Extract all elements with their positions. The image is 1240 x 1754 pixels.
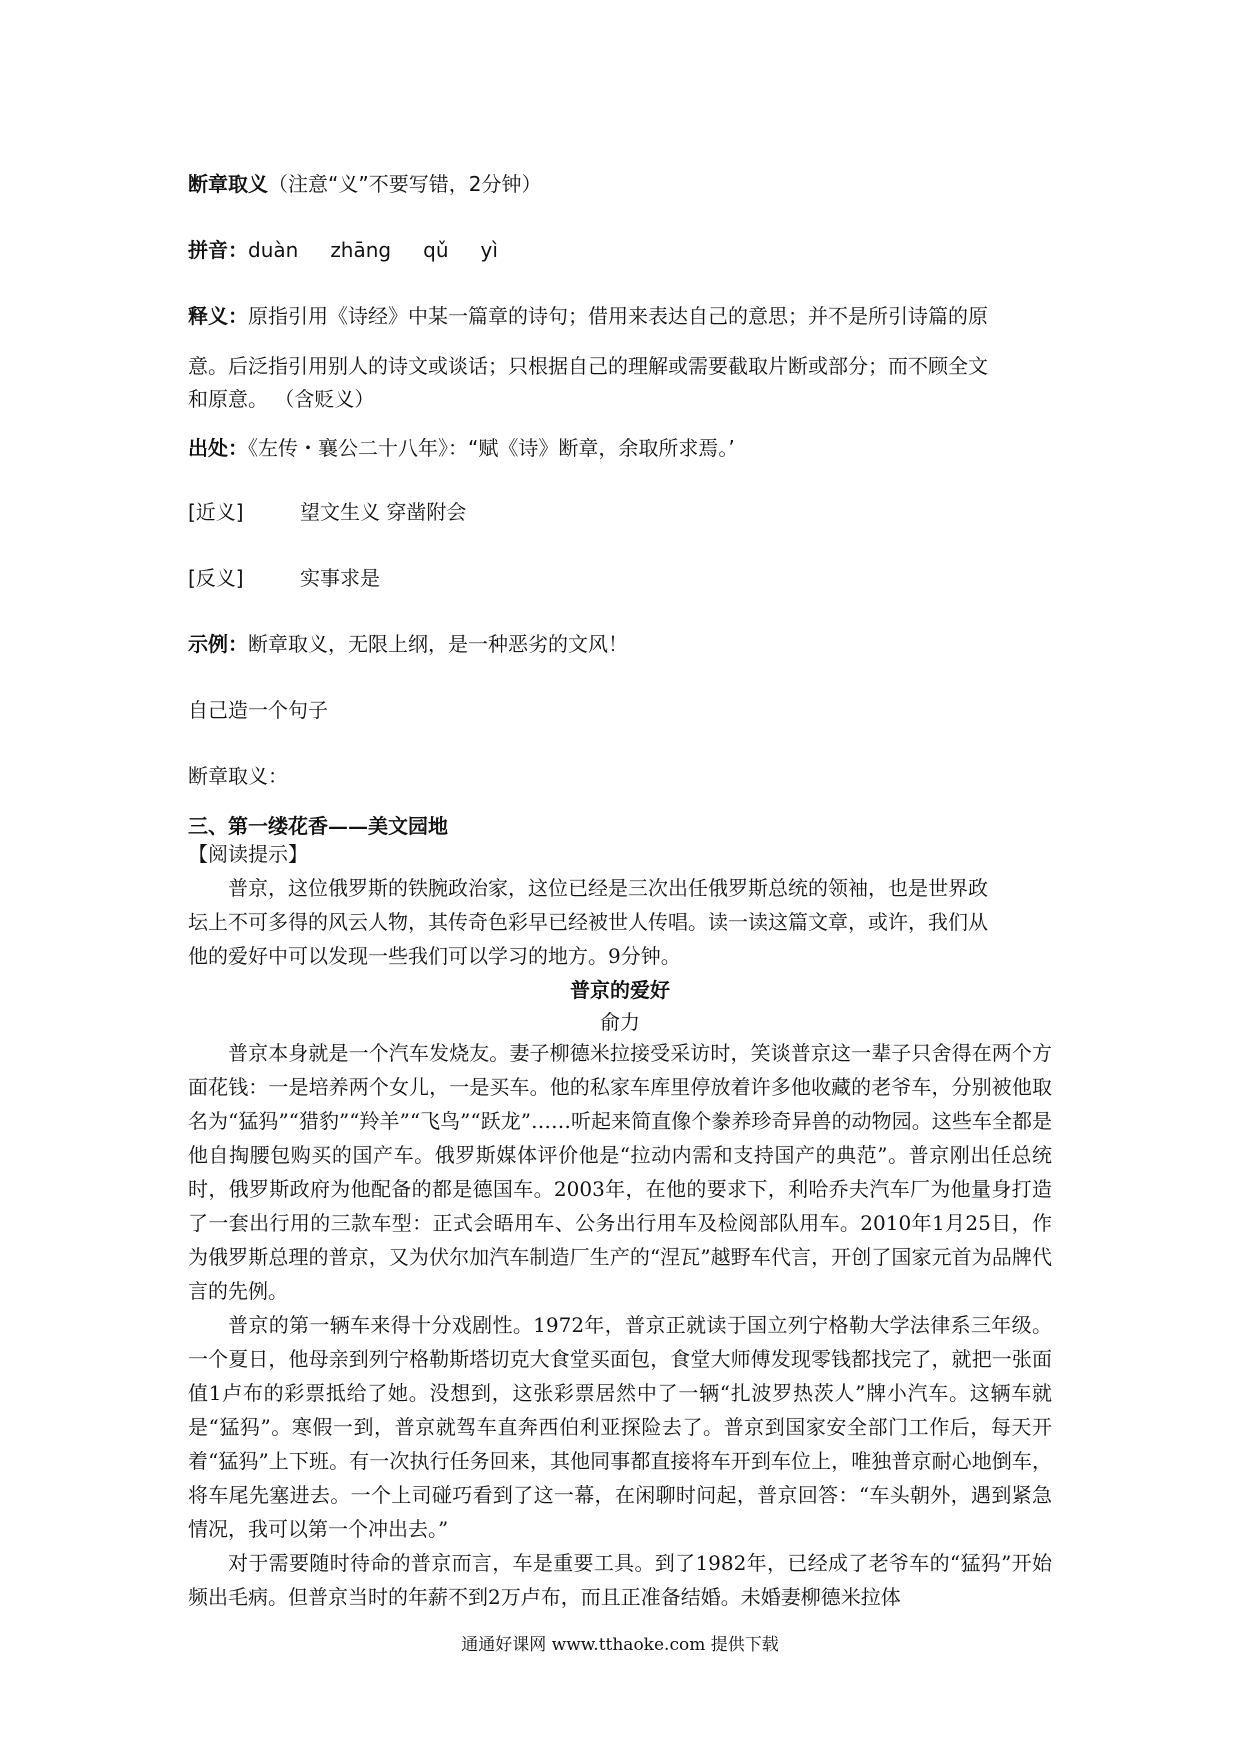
section-heading: 三、第一缕花香——美文园地 — [188, 814, 448, 838]
example-label: 示例： — [188, 632, 248, 656]
idiom-title: 断章取义 — [188, 172, 268, 196]
article-paragraph: 普京本身就是一个汽车发烧友。妻子柳德米拉接受采访时，笑谈普京这一辈子只舍得在两个方面花钱：一是培养两个女儿，一是买车。他的私家车库里停放着许多他收藏的老爷车，分别被他取名为“猛犸”“猎豹”“羚羊”“飞鸟”“跃龙”……听起来简直像个豢养珍奇异兽的动物园。这些车全都是他自掏腰包购买的国产车。俄罗斯媒体评价他是“拉动内需和支持国产的典范”。普京刚出任总统时，俄罗斯政府为他配备的都是德国车。2003年，在他的要求下，利哈乔夫汽车厂为他量身打造了一套出行用的三款车型：正式会晤用车、公务出行用车及检阅部队用车。2010年1月25日，作为俄罗斯总理的普京，又为伏尔加汽车制造厂生产的“涅瓦”越野车代言，开创了国家元首为品牌代言的先例。 — [188, 1041, 1052, 1303]
article-title: 普京的爱好 — [570, 978, 670, 1002]
example-line — [188, 628, 628, 657]
hint-text-2: 坛上不可多得的风云人物，其传奇色彩早已经被世人传唱。读一读这篇文章，或许，我们从 — [188, 910, 988, 934]
pinyin-syllable: qǔ — [423, 238, 449, 262]
meaning-label: 释义： — [188, 304, 248, 328]
meaning-line-1 — [188, 300, 988, 329]
idiom-title-note: （注意“义”不要写错，2分钟） — [268, 172, 542, 196]
synonym-line — [188, 496, 466, 525]
pinyin-syllable: duàn — [248, 238, 299, 262]
pinyin-syllable: zhāng — [330, 238, 392, 262]
article-author: 俞力 — [600, 1010, 640, 1034]
hint-label: 【阅读提示】 — [188, 842, 308, 866]
page-footer: 通通好课网 www.tthaoke.com 提供下载 — [461, 1635, 779, 1655]
task-text: 自己造一个句子 — [188, 698, 328, 722]
idiom-heading — [188, 168, 541, 197]
pinyin-label: 拼音： — [188, 238, 248, 262]
pinyin-line — [188, 234, 530, 263]
hint-text-3: 他的爱好中可以发现一些我们可以学习的地方。9分钟。 — [188, 944, 681, 968]
hint-text-1: 普京，这位俄罗斯的铁腕政治家，这位已经是三次出任俄罗斯总统的领袖，也是世界政 — [228, 876, 988, 900]
meaning-text-2: 意。后泛指引用别人的诗文或谈话；只根据自己的理解或需要截取片断或部分；而不顾全文 — [188, 354, 988, 378]
article-paragraph: 普京的第一辆车来得十分戏剧性。1972年，普京正就读于国立列宁格勒大学法律系三年级。一个夏日，他母亲到列宁格勒斯塔切克大食堂买面包，食堂大师傅发现零钱都找完了，就把一张面值1卢布的彩票抵给了她。没想到，这张彩票居然中了一辆“扎波罗热茨人”牌小汽车。这辆车就是“猛犸”。寒假一到，普京就驾车直奔西伯利亚探险去了。普京到国家安全部门工作后，每天开着“猛犸”上下班。有一次执行任务回来，其他同事都直接将车开到车位上，唯独普京耐心地倒车，将车尾先塞进去。一个上司碰巧看到了这一幕，在闲聊时问起，普京回答：“车头朝外，遇到紧急情况，我可以第一个冲出去。” — [188, 1313, 1052, 1541]
article-paragraph: 对于需要随时待命的普京而言，车是重要工具。到了1982年，已经成了老爷车的“猛犸”开始频出毛病。但普京当时的年薪不到2万卢布，而且正准备结婚。未婚妻柳德米拉体 — [188, 1551, 1052, 1609]
antonym-label: [反义] — [188, 566, 244, 590]
example-text: 断章取义，无限上纲，是一种恶劣的文风！ — [248, 632, 628, 656]
source-text: 《左传・襄公二十八年》：“赋《诗》断章，余取所求焉。’ — [248, 436, 735, 460]
pinyin-syllable: yì — [480, 238, 498, 262]
synonym-text: 望文生义 穿凿附会 — [300, 500, 467, 524]
task-prompt: 断章取义： — [188, 764, 288, 788]
antonym-line — [188, 562, 380, 591]
antonym-text: 实事求是 — [300, 566, 380, 590]
source-label: 出处： — [188, 436, 248, 460]
meaning-text-1: 原指引用《诗经》中某一篇章的诗句；借用来表达自己的意思；并不是所引诗篇的原 — [248, 304, 988, 328]
article-body — [188, 1036, 1052, 1614]
synonym-label: [近义] — [188, 500, 244, 524]
source-line — [188, 432, 735, 461]
meaning-text-3: 和原意。 （含贬义） — [188, 387, 375, 411]
